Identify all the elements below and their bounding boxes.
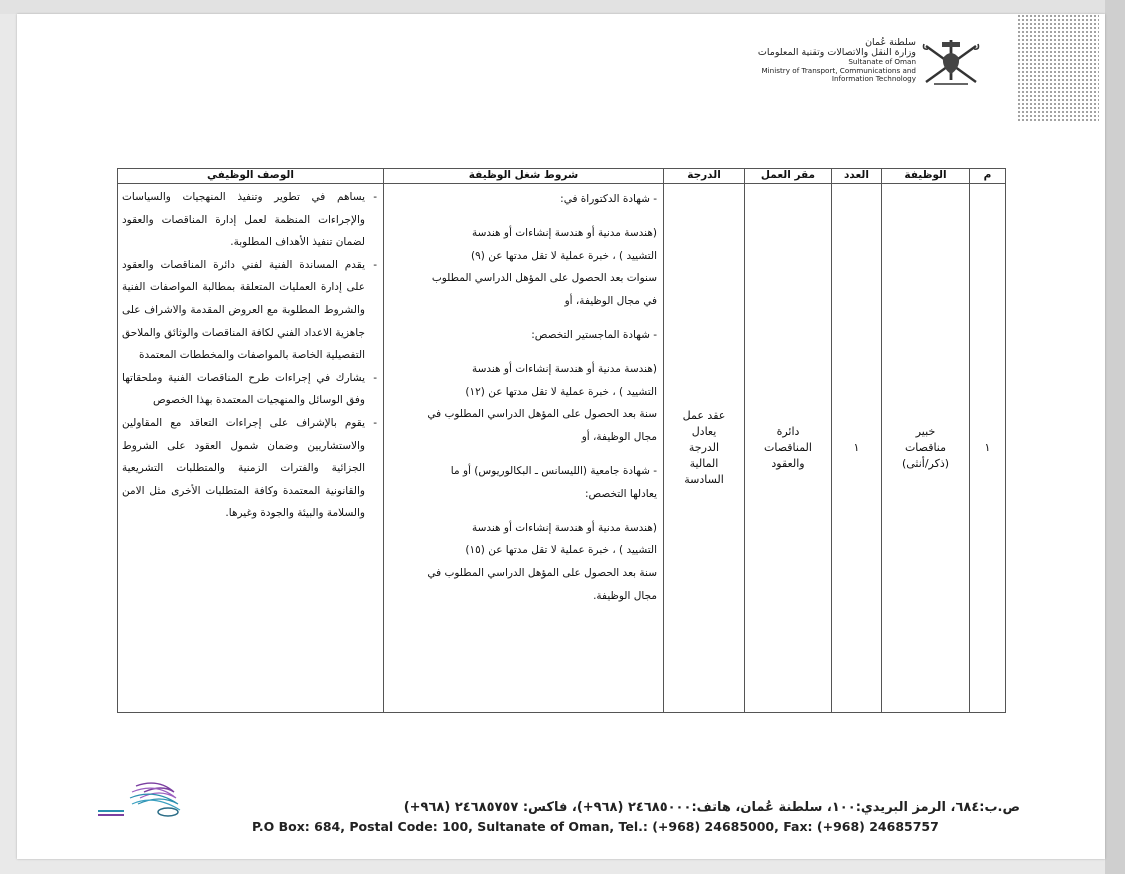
description-item: - يشارك في إجراءات طرح المناقصات الفنية وملحقاتها وفق الوسائل والمنهجيات المعتمدة بهذا الخصوص: [122, 367, 377, 412]
job-title-line: خبير: [915, 425, 936, 438]
header-job: الوظيفة: [882, 169, 970, 184]
location-line: المناقصات: [764, 441, 812, 454]
requirements-text: [388, 184, 659, 608]
requirement-line: يعادلها التخصص:: [584, 487, 657, 500]
table-row: [118, 184, 1006, 713]
cell-description: [118, 184, 384, 713]
ministry-header: [700, 38, 916, 84]
description-item: - يقدم المساندة الفنية لفني دائرة المناقصات والعقود على إدارة العمليات المتعلقة بمطالبة المواصفات الفنية والشروط المطلوبة مع العروض المقدمة والاشراف على جاهزية الاعداد الفني لكافة المناقصات والوثائق والملاحق التفصيلية الخاصة بالمواصفات والمخططات المعتمدة: [122, 254, 377, 367]
grade-line: عقد عمل: [682, 409, 726, 422]
requirement-line: سنة بعد الحصول على المؤهل الدراسي المطلوب في: [427, 567, 657, 580]
requirement-line: مجال الوظيفة.: [593, 589, 657, 602]
grade-line: الدرجة: [688, 441, 720, 454]
requirement-line: - شهادة جامعية (الليسانس ـ البكالوريوس) أو ما: [450, 464, 657, 477]
description-list: [122, 184, 379, 525]
job-gender-line: (ذكر/أنثى): [901, 457, 950, 470]
ministry-arabic-line2: وزارة النقل والاتصالات وتقنية المعلومات: [757, 47, 916, 58]
dot-pattern-decoration: [1017, 14, 1099, 122]
grade-line: يعادل: [691, 425, 717, 438]
location-line: والعقود: [771, 457, 805, 470]
ministry-arabic-line1: سلطنة عُمان: [865, 37, 916, 48]
cell-grade: [664, 184, 745, 713]
cell-number: ١: [970, 184, 1006, 713]
requirement-line: مجال الوظيفة، أو: [581, 431, 657, 444]
cell-requirements: [384, 184, 664, 713]
oman-vision-logo-icon: [96, 780, 236, 836]
grade-line: المالية: [689, 457, 719, 470]
table-header-row: [118, 169, 1006, 184]
location-line: دائرة: [776, 425, 800, 438]
requirement-line: سنة بعد الحصول على المؤهل الدراسي المطلوب في: [427, 408, 657, 421]
ministry-english-line1: Sultanate of Oman: [848, 57, 916, 66]
header-count: العدد: [832, 169, 882, 184]
description-item: - يقوم بالإشراف على إجراءات التعاقد مع المقاولين والاستشاريين وضمان شمول العقود على الشروط الجزائية والفترات الزمنية والمتطلبات التشريعية والقانونية المعتمدة وكافة المتطلبات الأخرى مثل الامن والسلامة والبيئة والجودة وغيرها.: [122, 412, 377, 525]
ministry-english-line3: Information Technology: [831, 74, 916, 83]
requirement-line: سنوات بعد الحصول على المؤهل الدراسي المطلوب: [431, 272, 657, 285]
header-requirements: شروط شغل الوظيفة: [384, 169, 664, 184]
description-item: - يساهم في تطوير وتنفيذ المنهجيات والسياسات والإجراءات المنظمة لعمل إدارة المناقصات والعقود لضمان تنفيذ الأهداف المطلوبة.: [122, 186, 377, 254]
requirement-line: التشييد ) ، خبرة عملية لا تقل مدتها عن (١٢): [465, 385, 657, 398]
job-title-line: مناقصات: [904, 441, 947, 454]
footer-address-english: P.O Box: 684, Postal Code: 100, Sultanate of Oman, Tel.: (+968) 24685000, Fax: (+968) 24685757: [252, 819, 939, 834]
cell-job: [882, 184, 970, 713]
requirement-line: - شهادة الدكتوراة في:: [560, 193, 657, 205]
header-location: مقر العمل: [745, 169, 832, 184]
header-number: م: [970, 169, 1006, 184]
requirement-line: في مجال الوظيفة، أو: [564, 295, 657, 308]
requirement-line: (هندسة مدنية أو هندسة إنشاءات أو هندسة: [471, 521, 657, 534]
grade-line: السادسة: [684, 473, 724, 486]
page-edge: [1105, 0, 1125, 874]
footer-address-arabic: ص.ب:٦٨٤، الرمز البريدي:١٠٠، سلطنة عُمان، هاتف:٢٤٦٨٥٠٠٠ (٩٦٨+)، فاكس: ٢٤٦٨٥٧٥٧ (٩٦٨+): [403, 800, 1020, 815]
oman-national-emblem-icon: [920, 36, 982, 90]
cell-location: [745, 184, 832, 713]
requirement-line: التشييد ) ، خبرة عملية لا تقل مدتها عن (٩): [471, 249, 657, 262]
ministry-english-line2: Ministry of Transport, Communications and: [761, 65, 916, 75]
vision-logo-graphic-icon: [96, 780, 236, 820]
header-grade: الدرجة: [664, 169, 745, 184]
header-description: الوصف الوظيفي: [118, 169, 384, 184]
cell-count: ١: [832, 184, 882, 713]
top-shade: [0, 0, 1125, 14]
requirement-line: (هندسة مدنية أو هندسة إنشاءات أو هندسة: [471, 362, 657, 375]
requirement-line: (هندسة مدنية أو هندسة إنشاءات أو هندسة: [471, 226, 657, 239]
requirement-line: - شهادة الماجستير التخصص:: [531, 328, 657, 341]
job-vacancy-table: [117, 168, 1006, 713]
requirement-line: التشييد ) ، خبرة عملية لا تقل مدتها عن (١٥): [465, 544, 657, 557]
